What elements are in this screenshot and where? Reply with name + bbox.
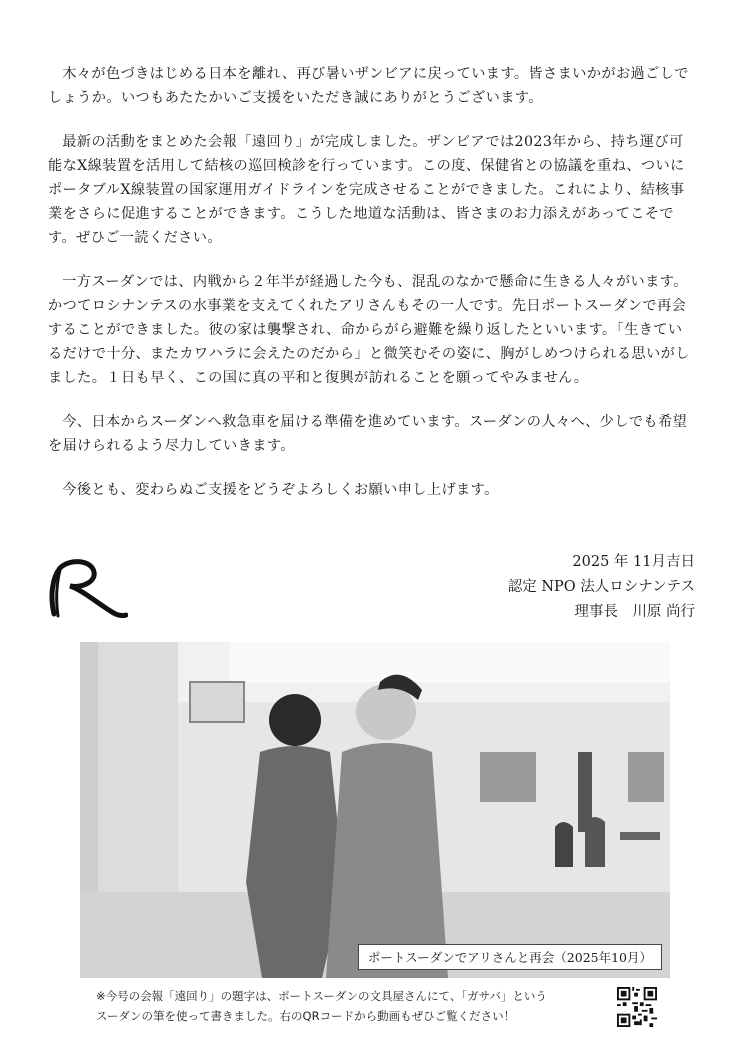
letter-date: 2025 年 11月吉日 xyxy=(572,554,695,570)
qr-code-icon[interactable] xyxy=(617,987,657,1027)
paragraph-closing: 今後とも、変わらぬご支援をどうぞよろしくお願い申し上げます。 xyxy=(62,482,499,498)
signature-block xyxy=(508,550,695,625)
paragraph-ambulance: 今、日本からスーダンへ救急車を届ける準備を進めています。スーダンの人々へ、少しでも希望を届けられるよう尽力していきます。 xyxy=(48,414,688,454)
photo-caption: ポートスーダンでアリさんと再会（2025年10月） xyxy=(358,944,662,970)
paragraph-sudan: 一方スーダンでは、内戦から２年半が経過した今も、混乱のなかで懸命に生きる人々がいます。かつてロシナンテスの水事業を支えてくれたアリさんもその一人です。先日ポートスーダンで再会することができました。彼の家は襲撃され、命からがら避難を繰り返したといいます。「生きているだけで十分、またカワハラに会えたのだから」と微笑むその姿に、胸がしめつけられる思いがしました。１日も早く、この国に真の平和と復興が訪れることを願ってやみません。 xyxy=(48,274,690,386)
letter-body xyxy=(48,62,696,522)
handwritten-r-logo-icon xyxy=(40,556,128,620)
photo-reunion xyxy=(80,642,670,978)
footnote-line-1: ※今号の会報「遠回り」の題字は、ポートスーダンの文具屋さんにて、「ガサバ」という xyxy=(96,989,547,1003)
paragraph-greeting: 木々が色づきはじめる日本を離れ、再び暑いザンビアに戻っています。皆さまいかがお過ごしでしょうか。いつもあたたかいご支援をいただき誠にありがとうございます。 xyxy=(48,66,689,106)
paragraph-newsletter: 最新の活動をまとめた会報「遠回り」が完成しました。ザンビアでは2023年から、持ち運び可能なX線装置を活用して結核の巡回検診を行っています。この度、保健省との協議を重ね、ついにポータブルX線装置の国家運用ガイドラインを完成させることができました。これにより、結核事業をさらに促進することができます。こうした地道な活動は、皆さまのお力添えがあってこそです。ぜひご一読ください。 xyxy=(48,134,685,246)
signatory-name: 理事長 川原 尚行 xyxy=(574,604,695,620)
photo-scene xyxy=(80,642,670,978)
footnote-line-2: スーダンの筆を使って書きました。右のQRコードから動画もぜひご覧ください！ xyxy=(96,1009,516,1023)
organization-name: 認定 NPO 法人ロシナンテス xyxy=(507,579,695,595)
footnote xyxy=(96,986,601,1026)
